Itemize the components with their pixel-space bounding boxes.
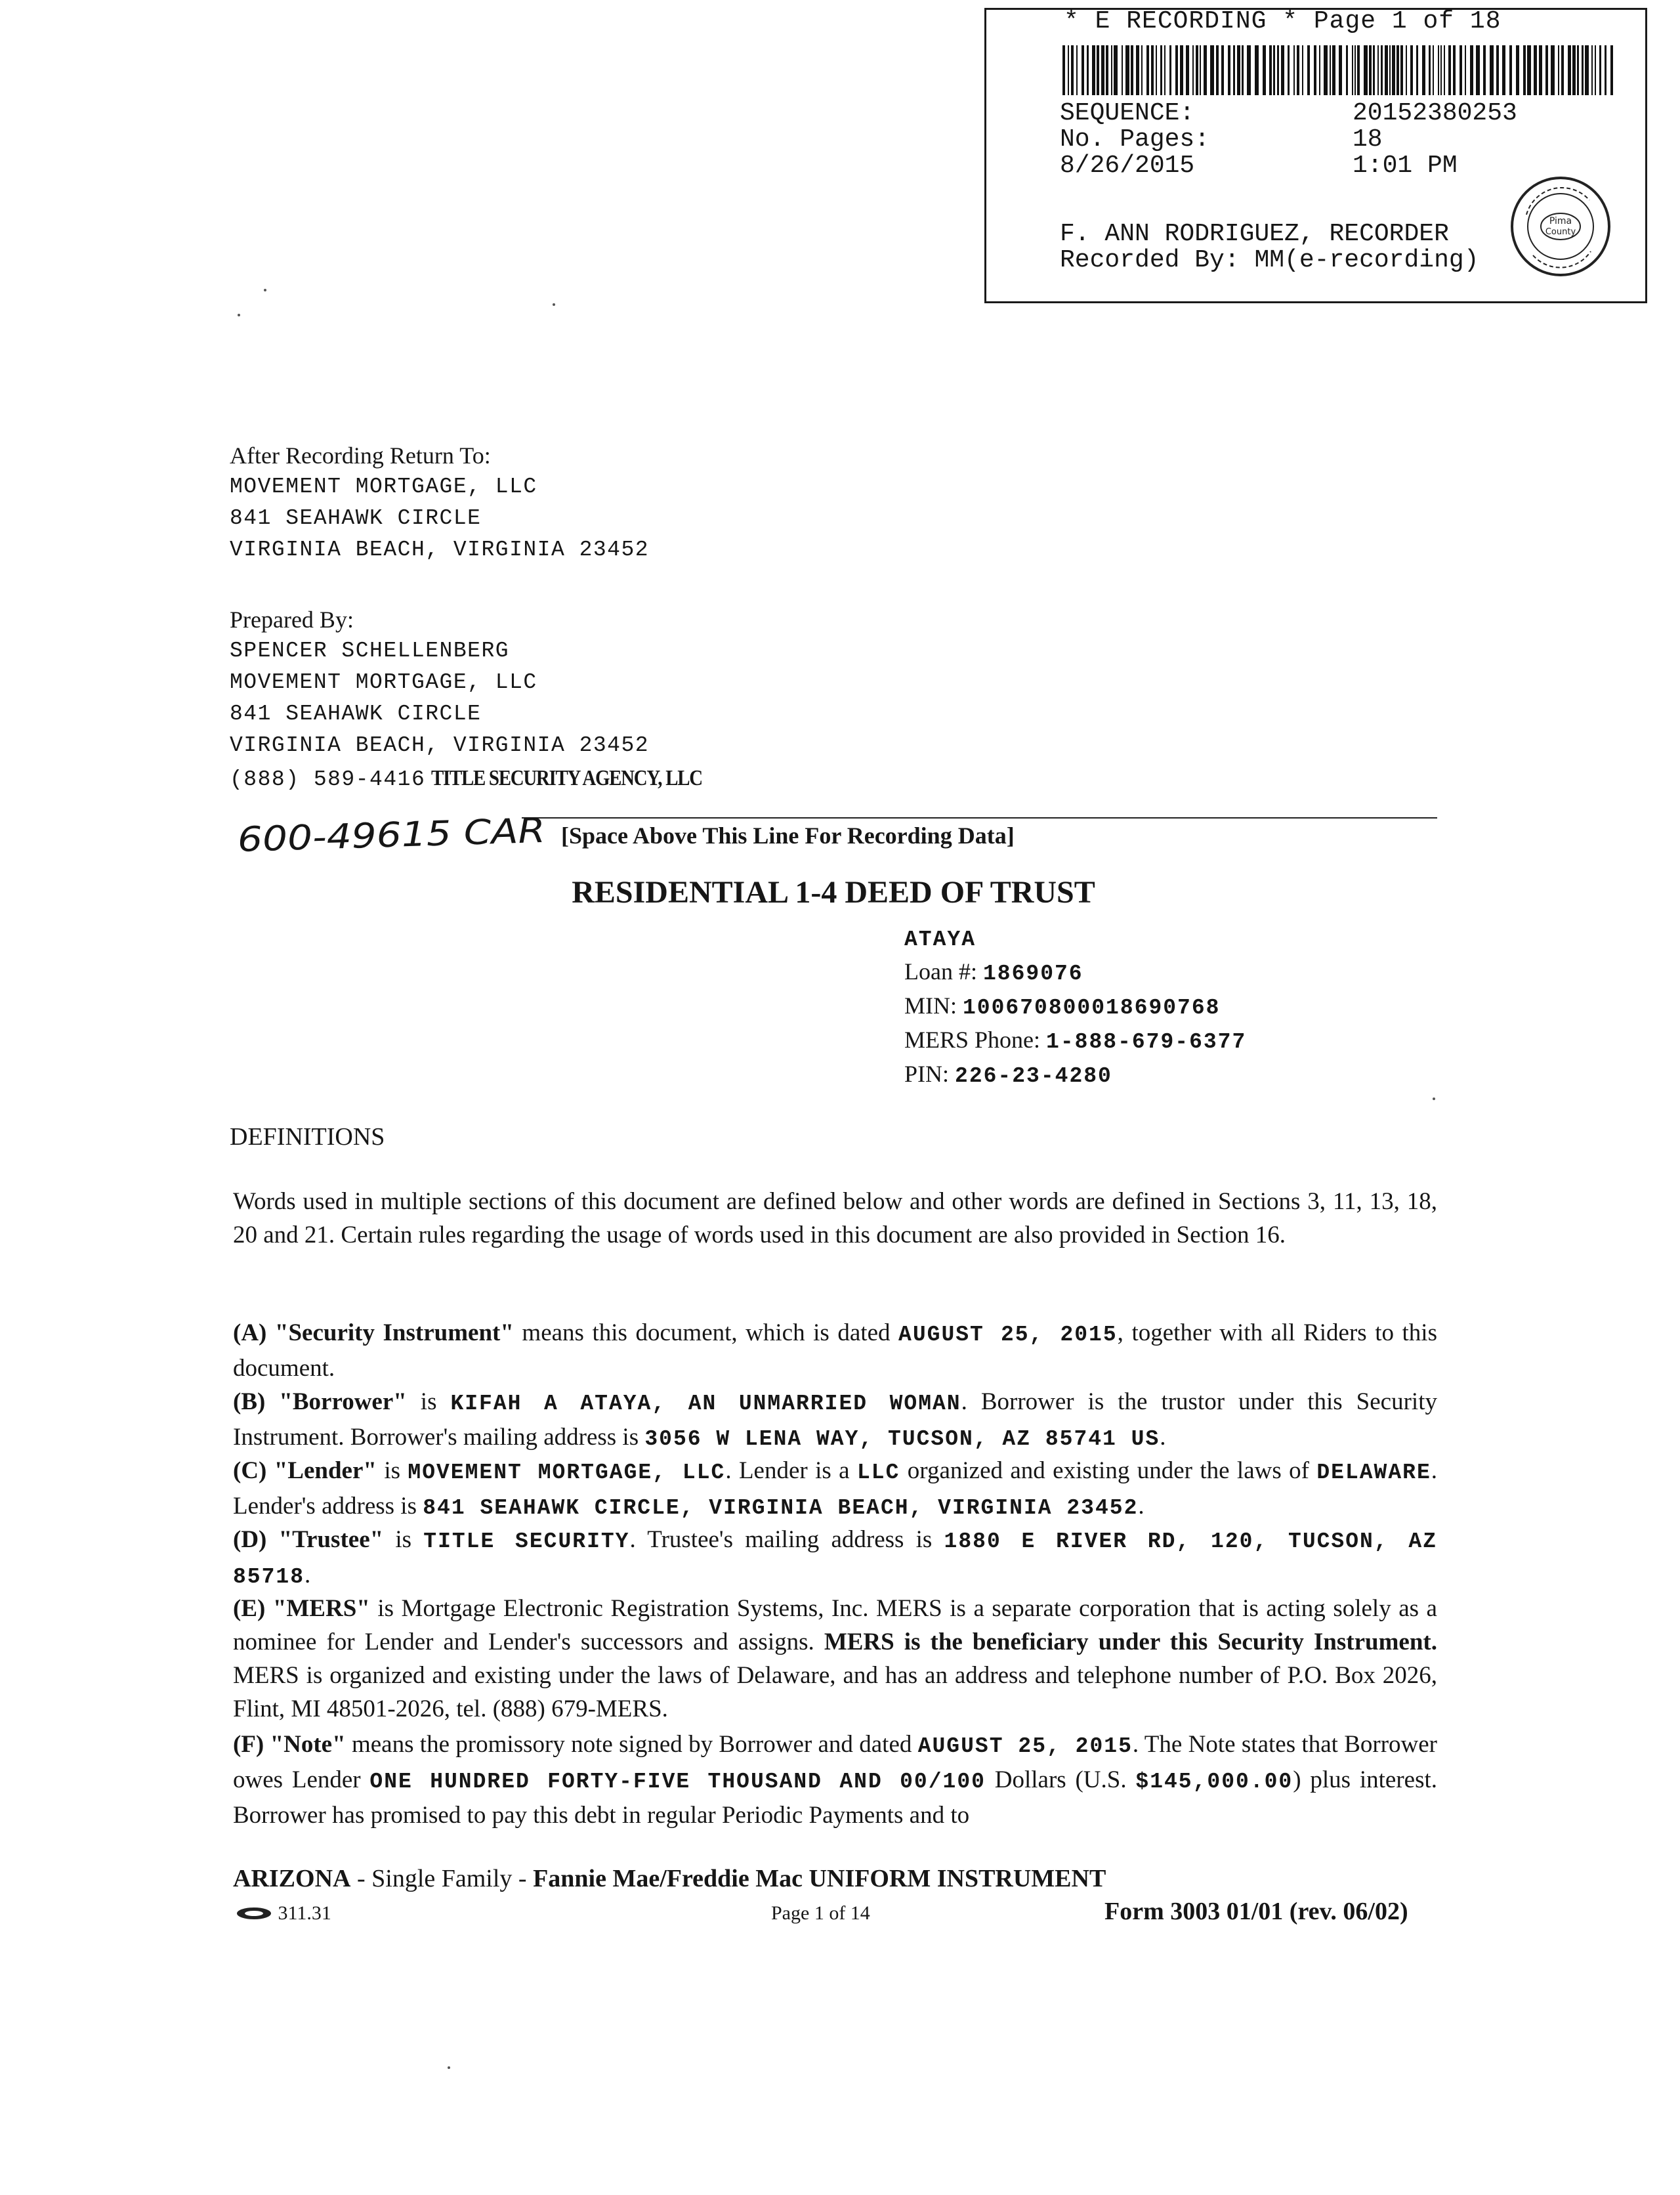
barcode-bar xyxy=(1087,45,1089,95)
barcode-bar xyxy=(1585,45,1589,95)
definition-a-term: (A) "Security Instrument" xyxy=(233,1319,514,1346)
footer-text: - Single Family - xyxy=(350,1865,534,1892)
barcode-bar xyxy=(1169,45,1171,95)
barcode-bar xyxy=(1577,45,1579,95)
barcode-bar xyxy=(1092,45,1095,95)
barcode-bar xyxy=(1605,45,1606,95)
definition-e xyxy=(233,1592,1437,1726)
prepared-by-block xyxy=(230,604,750,796)
recorder-name: F. ANN RODRIGUEZ, RECORDER xyxy=(1060,220,1449,248)
definition-text: . Lender's address is xyxy=(233,1457,1438,1520)
prepared-by-line: 841 SEAHAWK CIRCLE xyxy=(230,702,482,726)
barcode-bar xyxy=(1460,45,1462,95)
barcode-bar xyxy=(1346,45,1348,95)
borrower-address: 3056 W LENA WAY, TUCSON, AZ 85741 US xyxy=(644,1427,1160,1451)
barcode-bar xyxy=(1192,45,1194,95)
barcode-bar xyxy=(1228,45,1230,95)
barcode-bar xyxy=(1357,45,1360,95)
barcode-bar xyxy=(1062,45,1065,95)
barcode-bar xyxy=(1082,45,1084,95)
mers-phone: 1-888-679-6377 xyxy=(1046,1030,1247,1054)
return-to-line: 841 SEAHAWK CIRCLE xyxy=(230,506,482,530)
recording-time: 1:01 PM xyxy=(1353,152,1458,180)
barcode-bar xyxy=(1125,45,1129,95)
barcode-bar xyxy=(1369,45,1372,95)
scan-speck xyxy=(448,2066,450,2069)
definition-text: is xyxy=(376,1457,408,1484)
barcode-bar xyxy=(1141,45,1143,95)
barcode-bar xyxy=(1438,45,1439,95)
definition-f-term: (F) "Note" xyxy=(233,1731,346,1758)
barcode-bar xyxy=(1233,45,1235,95)
barcode-bar xyxy=(1490,45,1494,95)
definition-text: . Borrower is the trustor under this Security Instrument. Borrower's mailing address is xyxy=(233,1388,1437,1451)
lender-address: 841 SEAHAWK CIRCLE, VIRGINIA BEACH, VIRGINIA 23452 xyxy=(423,1496,1139,1520)
barcode-bar xyxy=(1263,45,1266,95)
barcode-bar xyxy=(1216,45,1219,95)
scan-speck xyxy=(264,289,266,291)
barcode-bar xyxy=(1527,45,1531,95)
mers-phone-label: MERS Phone: xyxy=(904,1027,1041,1053)
mers-beneficiary-statement: MERS is the beneficiary under this Security Instrument. xyxy=(824,1629,1437,1655)
borrower-surname: ATAYA xyxy=(904,927,976,952)
definition-e-term: (E) "MERS" xyxy=(233,1595,370,1622)
min-label: MIN: xyxy=(904,992,957,1019)
barcode-bar xyxy=(1273,45,1275,95)
barcode-bar xyxy=(1068,45,1069,95)
barcode xyxy=(1062,45,1616,95)
barcode-bar xyxy=(1293,45,1295,95)
county-recorder-seal-icon xyxy=(1508,174,1613,279)
barcode-bar xyxy=(1255,45,1259,95)
definitions-intro: Words used in multiple sections of this document are defined below and other words are defined in Sections 3, 11, 13, 18, 20 and 21. Certain rules regarding the usage of words used in this document are also provided in Section 16. xyxy=(233,1188,1437,1248)
barcode-bar xyxy=(1410,45,1413,95)
barcode-bar xyxy=(1319,45,1320,95)
barcode-bar xyxy=(1599,45,1601,95)
sequence-value: 20152380253 xyxy=(1353,99,1517,127)
pages-value: 18 xyxy=(1353,125,1383,154)
definition-text: means this document, which is dated xyxy=(513,1319,899,1346)
barcode-bar xyxy=(1610,45,1613,95)
form-vendor-logo-icon xyxy=(235,1906,273,1921)
barcode-bar xyxy=(1204,45,1207,95)
definitions-heading: DEFINITIONS xyxy=(230,1123,385,1151)
definition-text: . The Note states that Borrower owes Lender xyxy=(233,1731,1438,1793)
barcode-bar xyxy=(1247,45,1251,95)
barcode-bar xyxy=(1545,45,1548,95)
barcode-bar xyxy=(1196,45,1198,95)
barcode-bar xyxy=(1381,45,1383,95)
loan-amount: $145,000.00 xyxy=(1135,1770,1293,1794)
footer-uniform-instrument: Fannie Mae/Freddie Mac UNIFORM INSTRUMENT xyxy=(533,1865,1106,1892)
prepared-by-phone: (888) 589-4416 xyxy=(230,767,426,792)
definition-text: is xyxy=(383,1526,424,1553)
form-number: Form 3003 01/01 (rev. 06/02) xyxy=(1104,1898,1408,1925)
scan-speck xyxy=(1433,1098,1435,1100)
barcode-bar xyxy=(1516,45,1519,95)
instrument-date: AUGUST 25, 2015 xyxy=(898,1323,1118,1347)
prepared-by-line: VIRGINIA BEACH, VIRGINIA 23452 xyxy=(230,733,650,757)
barcode-bar xyxy=(1448,45,1451,95)
barcode-bar xyxy=(1297,45,1299,95)
definition-b xyxy=(233,1385,1437,1456)
barcode-bar xyxy=(1186,45,1189,95)
barcode-bar xyxy=(1558,45,1559,95)
footer-state: ARIZONA xyxy=(233,1865,351,1892)
barcode-bar xyxy=(1400,45,1403,95)
barcode-bar xyxy=(1076,45,1078,95)
barcode-bar xyxy=(1097,45,1099,95)
barcode-bar xyxy=(1307,45,1310,95)
loan-info-block xyxy=(904,924,1246,1092)
barcode-bar xyxy=(1332,45,1335,95)
barcode-bar xyxy=(1210,45,1214,95)
definition-text: means the promissory note signed by Borrower and dated xyxy=(345,1731,918,1758)
svg-text:County: County xyxy=(1545,227,1576,237)
lender-name: MOVEMENT MORTGAGE, LLC xyxy=(408,1460,726,1485)
barcode-bar xyxy=(1151,45,1154,95)
barcode-bar xyxy=(1444,45,1445,95)
lender-state: DELAWARE xyxy=(1316,1460,1431,1485)
barcode-bar xyxy=(1465,45,1466,95)
scan-speck xyxy=(553,303,555,306)
recording-date: 8/26/2015 xyxy=(1060,152,1195,180)
barcode-bar xyxy=(1242,45,1244,95)
barcode-bar xyxy=(1339,45,1342,95)
barcode-bar xyxy=(1175,45,1178,95)
definition-text: is xyxy=(406,1388,451,1415)
barcode-bar xyxy=(1354,45,1356,95)
space-above-note: [Space Above This Line For Recording Data] xyxy=(561,822,1015,849)
page-number: Page 1 of 14 xyxy=(771,1902,870,1924)
barcode-bar xyxy=(1591,45,1593,95)
sequence-label: SEQUENCE: xyxy=(1060,99,1195,127)
barcode-bar xyxy=(1277,45,1279,95)
footer-form-code xyxy=(235,1902,331,1925)
barcode-bar xyxy=(1568,45,1571,95)
barcode-bar xyxy=(1470,45,1473,95)
pin-label: PIN: xyxy=(904,1061,950,1087)
definition-d xyxy=(233,1523,1437,1594)
barcode-bar xyxy=(1416,45,1418,95)
barcode-bar xyxy=(1114,45,1118,95)
definition-text: . Lender is a xyxy=(725,1457,857,1484)
barcode-bar xyxy=(1496,45,1499,95)
definition-a xyxy=(233,1316,1437,1385)
definition-d-term: (D) "Trustee" xyxy=(233,1526,384,1553)
prepared-by-label: Prepared By: xyxy=(230,607,354,633)
definition-text: is Mortgage Electronic Registration Systems, Inc. MERS is a separate corporation that is acting solely as a nominee for Lender and Lender's successors and assigns. xyxy=(233,1595,1437,1655)
barcode-bar xyxy=(1269,45,1272,95)
definition-text: , together with all Riders to this document. xyxy=(233,1319,1437,1382)
definition-c-term: (C) "Lender" xyxy=(233,1457,377,1484)
definition-text: Dollars (U.S. xyxy=(985,1766,1136,1793)
barcode-bar xyxy=(1156,45,1157,95)
prepared-by-line: SPENCER SCHELLENBERG xyxy=(230,639,510,663)
barcode-bar xyxy=(1561,45,1564,95)
barcode-bar xyxy=(1146,45,1149,95)
barcode-bar xyxy=(1385,45,1388,95)
loan-amount-words: ONE HUNDRED FORTY-FIVE THOUSAND AND 00/100 xyxy=(369,1770,986,1794)
trustee-name: TITLE SECURITY xyxy=(423,1529,630,1554)
barcode-bar xyxy=(1324,45,1328,95)
barcode-bar xyxy=(1281,45,1284,95)
barcode-bar xyxy=(1595,45,1596,95)
pin-number: 226-23-4280 xyxy=(955,1064,1112,1088)
svg-text:Pima: Pima xyxy=(1549,216,1572,226)
loan-number: 1869076 xyxy=(982,962,1083,986)
barcode-bar xyxy=(1396,45,1399,95)
trustee-address: 1880 E RIVER RD, 120, TUCSON, AZ 85718 xyxy=(233,1529,1438,1589)
barcode-bar xyxy=(1106,45,1108,95)
barcode-bar xyxy=(1373,45,1375,95)
barcode-bar xyxy=(1453,45,1456,95)
barcode-bar xyxy=(1352,45,1353,95)
recording-data-rule xyxy=(522,817,1437,819)
definition-text: MERS is organized and existing under the laws of Delaware, and has an address and telephone number of P.O. Box 2026, Flint, MI 48501-2026, tel. (888) 679-MERS. xyxy=(233,1662,1437,1722)
definition-text: ) plus interest. Borrower has promised to pay this debt in regular Periodic Payments and to xyxy=(233,1766,1437,1829)
barcode-bar xyxy=(1314,45,1316,95)
barcode-bar xyxy=(1131,45,1133,95)
barcode-bar xyxy=(1101,45,1104,95)
barcode-bar xyxy=(1237,45,1240,95)
borrower-name: KIFAH A ATAYA, AN UNMARRIED WOMAN xyxy=(450,1392,961,1416)
barcode-bar xyxy=(1200,45,1201,95)
barcode-bar xyxy=(1330,45,1331,95)
barcode-bar xyxy=(1582,45,1584,95)
barcode-bar xyxy=(1221,45,1224,95)
barcode-bar xyxy=(1539,45,1542,95)
barcode-bar xyxy=(1180,45,1183,95)
return-to-line: VIRGINIA BEACH, VIRGINIA 23452 xyxy=(230,538,650,562)
definition-text: . xyxy=(1160,1424,1166,1451)
barcode-bar xyxy=(1071,45,1074,95)
barcode-bar xyxy=(1122,45,1123,95)
document-title: RESIDENTIAL 1-4 DEED OF TRUST xyxy=(572,875,1095,910)
barcode-bar xyxy=(1523,45,1526,95)
handwritten-file-number: 600-49615 CAR xyxy=(236,811,547,860)
barcode-bar xyxy=(1377,45,1379,95)
barcode-bar xyxy=(1389,45,1391,95)
return-to-label: After Recording Return To: xyxy=(230,442,491,469)
definition-f xyxy=(233,1728,1437,1832)
return-to-line: MOVEMENT MORTGAGE, LLC xyxy=(230,475,537,499)
recording-stamp xyxy=(984,8,1647,303)
barcode-bar xyxy=(1136,45,1139,95)
min-number: 100670800018690768 xyxy=(963,996,1221,1020)
definition-c xyxy=(233,1454,1437,1525)
loan-number-label: Loan #: xyxy=(904,958,977,985)
barcode-bar xyxy=(1502,45,1505,95)
barcode-bar xyxy=(1509,45,1512,95)
note-date: AUGUST 25, 2015 xyxy=(917,1734,1133,1758)
recorded-by: Recorded By: MM(e-recording) xyxy=(1060,246,1479,274)
barcode-bar xyxy=(1440,45,1442,95)
barcode-bar xyxy=(1483,45,1486,95)
title-agency-stamp: TITLE SECURITY AGENCY, LLC xyxy=(431,766,703,790)
lender-entity-type: LLC xyxy=(856,1460,900,1485)
barcode-bar xyxy=(1476,45,1480,95)
barcode-bar xyxy=(1392,45,1395,95)
barcode-bar xyxy=(1572,45,1576,95)
barcode-bar xyxy=(1422,45,1425,95)
pages-label: No. Pages: xyxy=(1060,125,1210,154)
form-code: 311.31 xyxy=(278,1902,331,1924)
definition-text: . Trustee's mailing address is xyxy=(629,1526,944,1553)
barcode-bar xyxy=(1164,45,1166,95)
barcode-bar xyxy=(1433,45,1434,95)
barcode-bar xyxy=(1406,45,1407,95)
definition-text: . xyxy=(304,1562,311,1588)
definition-b-term: (B) "Borrower" xyxy=(233,1388,407,1415)
barcode-bar xyxy=(1160,45,1162,95)
barcode-bar xyxy=(1288,45,1290,95)
return-to-block xyxy=(230,440,649,566)
barcode-bar xyxy=(1364,45,1368,95)
prepared-by-line: MOVEMENT MORTGAGE, LLC xyxy=(230,670,537,694)
barcode-bar xyxy=(1429,45,1431,95)
form-footer-title xyxy=(233,1864,1106,1893)
recording-stamp-title: * E RECORDING * Page 1 of 18 xyxy=(1064,7,1502,35)
barcode-bar xyxy=(1111,45,1112,95)
scan-speck xyxy=(238,314,240,316)
definition-text: . xyxy=(1138,1493,1144,1520)
barcode-bar xyxy=(1302,45,1303,95)
barcode-bar xyxy=(1534,45,1537,95)
barcode-bar xyxy=(1551,45,1555,95)
definition-text: organized and existing under the laws of xyxy=(900,1457,1317,1484)
